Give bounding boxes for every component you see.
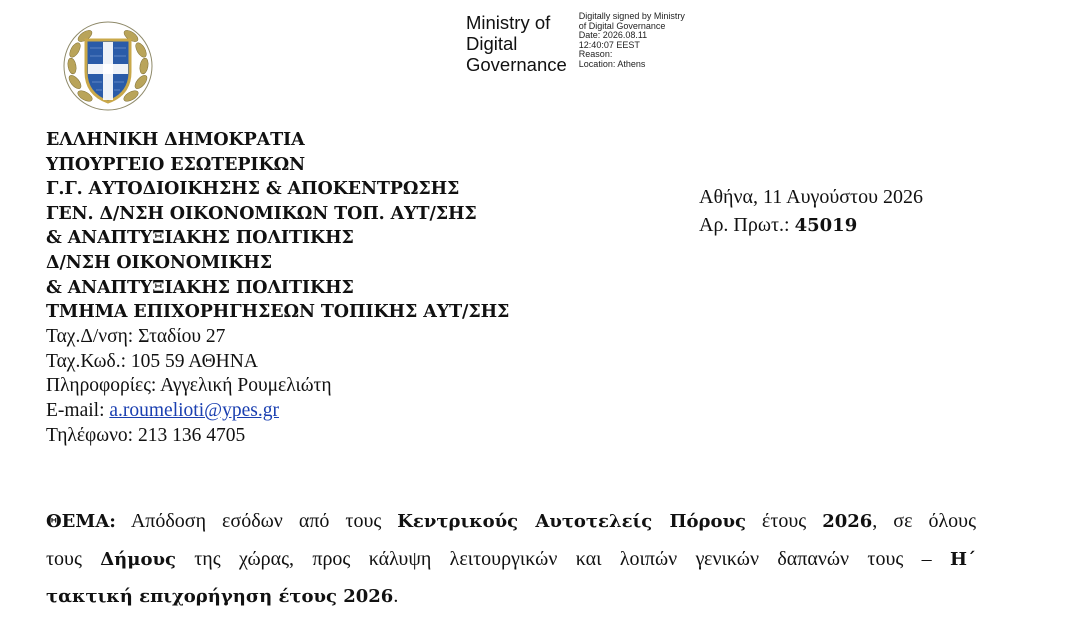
signing-ministry-name: Ministry of Digital Governance [466,12,567,75]
subject-line: τακτική επιχορήγηση έτους 2026. [46,585,399,607]
sender-phone: Τηλέφωνο: 213 136 4705 [46,424,246,446]
protocol-number: 45019 [794,215,858,236]
sender-header-line: ΕΛΛΗΝΙΚΗ ΔΗΜΟΚΡΑΤΙΑ [46,130,305,150]
sender-block [46,128,646,449]
greek-coat-of-arms-icon [62,20,154,112]
protocol-line [699,211,923,240]
email-label: E-mail: [46,400,110,422]
sender-header-line: ΤΜΗΜΑ ΕΠΙΧΟΡΗΓΗΣΕΩΝ ΤΟΠΙΚΗΣ ΑΥΤ/ΣΗΣ [46,302,510,323]
sender-header-line: Δ/ΝΣΗ ΟΙΚΟΝΟΜΙΚΗΣ [46,252,273,273]
sender-header-line: Γ.Γ. ΑΥΤΟΔΙΟΙΚΗΣΗΣ & ΑΠΟΚΕΝΤΡΩΣΗΣ [46,179,460,200]
place-date: Αθήνα, 11 Αυγούστου 2026 [699,186,923,208]
email-link[interactable]: a.roumelioti@ypes.gr [109,400,279,422]
sender-email-line [46,399,646,424]
subject-paragraph [46,503,976,616]
sender-postcode: Ταχ.Κωδ.: 105 59 ΑΘΗΝΑ [46,350,258,372]
sender-info: Πληροφορίες: Αγγελική Ρουμελιώτη [46,375,332,397]
date-protocol-block [699,183,923,240]
sender-header-line: ΥΠΟΥΡΓΕΙΟ ΕΣΩΤΕΡΙΚΩΝ [46,154,305,175]
sender-header-line: & ΑΝΑΠΤΥΞΙΑΚΗΣ ΠΟΛΙΤΙΚΗΣ [46,228,354,249]
subject-line: ΘΕΜΑ: Απόδοση εσόδων από τους Κεντρικούς Αυτοτελείς Πόρους έτους 2026, σε όλους [46,510,976,532]
subject-label: ΘΕΜΑ: [46,511,116,532]
sender-header-line: & ΑΝΑΠΤΥΞΙΑΚΗΣ ΠΟΛΙΤΙΚΗΣ [46,277,354,298]
subject-line: τους Δήμους της χώρας, προς κάλυψη λειτουργικών και λοιπών γενικών δαπανών τους – Η΄ [46,547,976,570]
protocol-label: Αρ. Πρωτ.: [699,214,795,236]
signature-details: Digitally signed by Ministry of Digital Governance Date: 2026.08.11 12:40:07 EEST Reason: Location: Athens [578,11,685,69]
sender-header-line: ΓΕΝ. Δ/ΝΣΗ ΟΙΚΟΝΟΜΙΚΩΝ ΤΟΠ. ΑΥΤ/ΣΗΣ [46,203,477,224]
sender-address: Ταχ.Δ/νση: Σταδίου 27 [46,325,226,347]
digital-signature [466,12,685,75]
